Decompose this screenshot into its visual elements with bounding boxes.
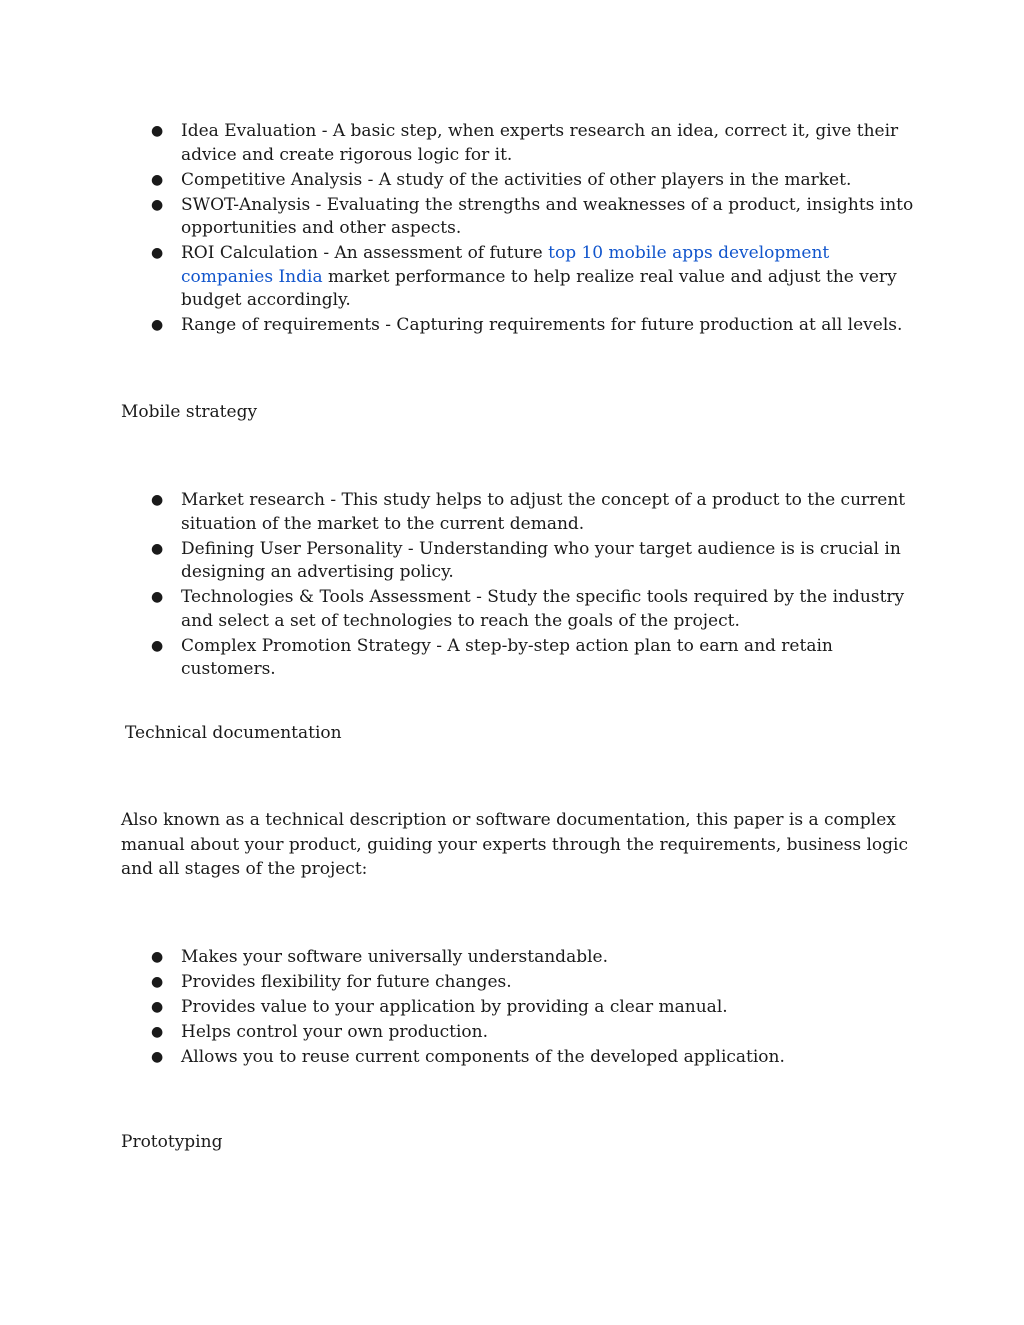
list-item-text-after: market performance to help realize real value and adjust the very budget accordingly. [181, 266, 897, 310]
bullet-icon: ● [151, 123, 164, 139]
list-item [0, 120, 1024, 167]
bullet-icon: ● [151, 196, 164, 213]
list-item [0, 242, 1024, 313]
list-item [0, 194, 1024, 241]
list-item-text: Helps control your own production. [181, 1022, 488, 1042]
list-item-text: Idea Evaluation - A basic step, when experts research an idea, correct it, give their advice and create rigorous logic for it. [181, 121, 899, 165]
list-item-text: Makes your software universally understandable. [181, 947, 608, 967]
list-item [0, 971, 1024, 995]
list-item [0, 586, 1024, 633]
list-item-text: Allows you to reuse current components of the developed application. [181, 1047, 785, 1067]
bullet-icon: ● [151, 999, 164, 1015]
list-item-text: Defining User Personality - Understanding who your target audience is is crucial in designing an advertising policy. [181, 538, 901, 582]
heading-mobile-strategy: Mobile strategy [121, 402, 258, 422]
list-item [0, 996, 1024, 1020]
bullet-list-mobile-strategy [0, 489, 1024, 683]
bullet-icon: ● [151, 1024, 164, 1040]
bullet-icon: ● [151, 949, 164, 965]
list-item-text-before: ROI Calculation - An assessment of future [181, 243, 549, 263]
bullet-icon: ● [151, 540, 164, 557]
list-item-text: Provides flexibility for future changes. [181, 972, 512, 992]
bullet-icon: ● [151, 974, 164, 990]
bullet-icon: ● [151, 245, 164, 261]
bullet-icon: ● [151, 589, 164, 605]
list-item-text: SWOT-Analysis - Evaluating the strengths and weaknesses of a product, insights into opportunities and other aspects. [181, 194, 914, 238]
bullet-list-analysis [0, 120, 1024, 339]
bullet-icon: ● [151, 1049, 164, 1065]
companies-link[interactable]: top 10 mobile apps development companies India [181, 243, 830, 287]
list-item-text: Technologies & Tools Assessment - Study the specific tools required by the industry and select a set of technologies to reach the goals of the project. [181, 587, 905, 631]
list-item [0, 169, 1024, 193]
list-item [0, 1046, 1024, 1070]
list-item [0, 538, 1024, 585]
list-item [0, 314, 1024, 338]
heading-prototyping: Prototyping [121, 1132, 223, 1152]
heading-technical-documentation: Technical documentation [125, 723, 342, 743]
bullet-icon: ● [151, 492, 164, 508]
paragraph-technical-description: Also known as a technical description or software documentation, this paper is a complex manual about your product, guiding your experts through the requirements, business logic and all stages of the project: [121, 810, 909, 879]
list-item [0, 946, 1024, 970]
list-item-text: Provides value to your application by providing a clear manual. [181, 997, 728, 1017]
list-item-text: Complex Promotion Strategy - A step-by-step action plan to earn and retain customers. [181, 635, 833, 679]
list-item [0, 1021, 1024, 1045]
bullet-icon: ● [151, 637, 164, 654]
bullet-icon: ● [151, 317, 164, 333]
list-item [0, 635, 1024, 682]
bullet-list-documentation-benefits [0, 946, 1024, 1071]
list-item-text: Market research - This study helps to adjust the concept of a product to the current situation of the market to the current demand. [181, 490, 906, 534]
list-item-text: Competitive Analysis - A study of the activities of other players in the market. [181, 169, 852, 190]
bullet-icon: ● [151, 171, 164, 188]
list-item-text: Range of requirements - Capturing requirements for future production at all levels. [181, 315, 903, 335]
list-item [0, 489, 1024, 536]
